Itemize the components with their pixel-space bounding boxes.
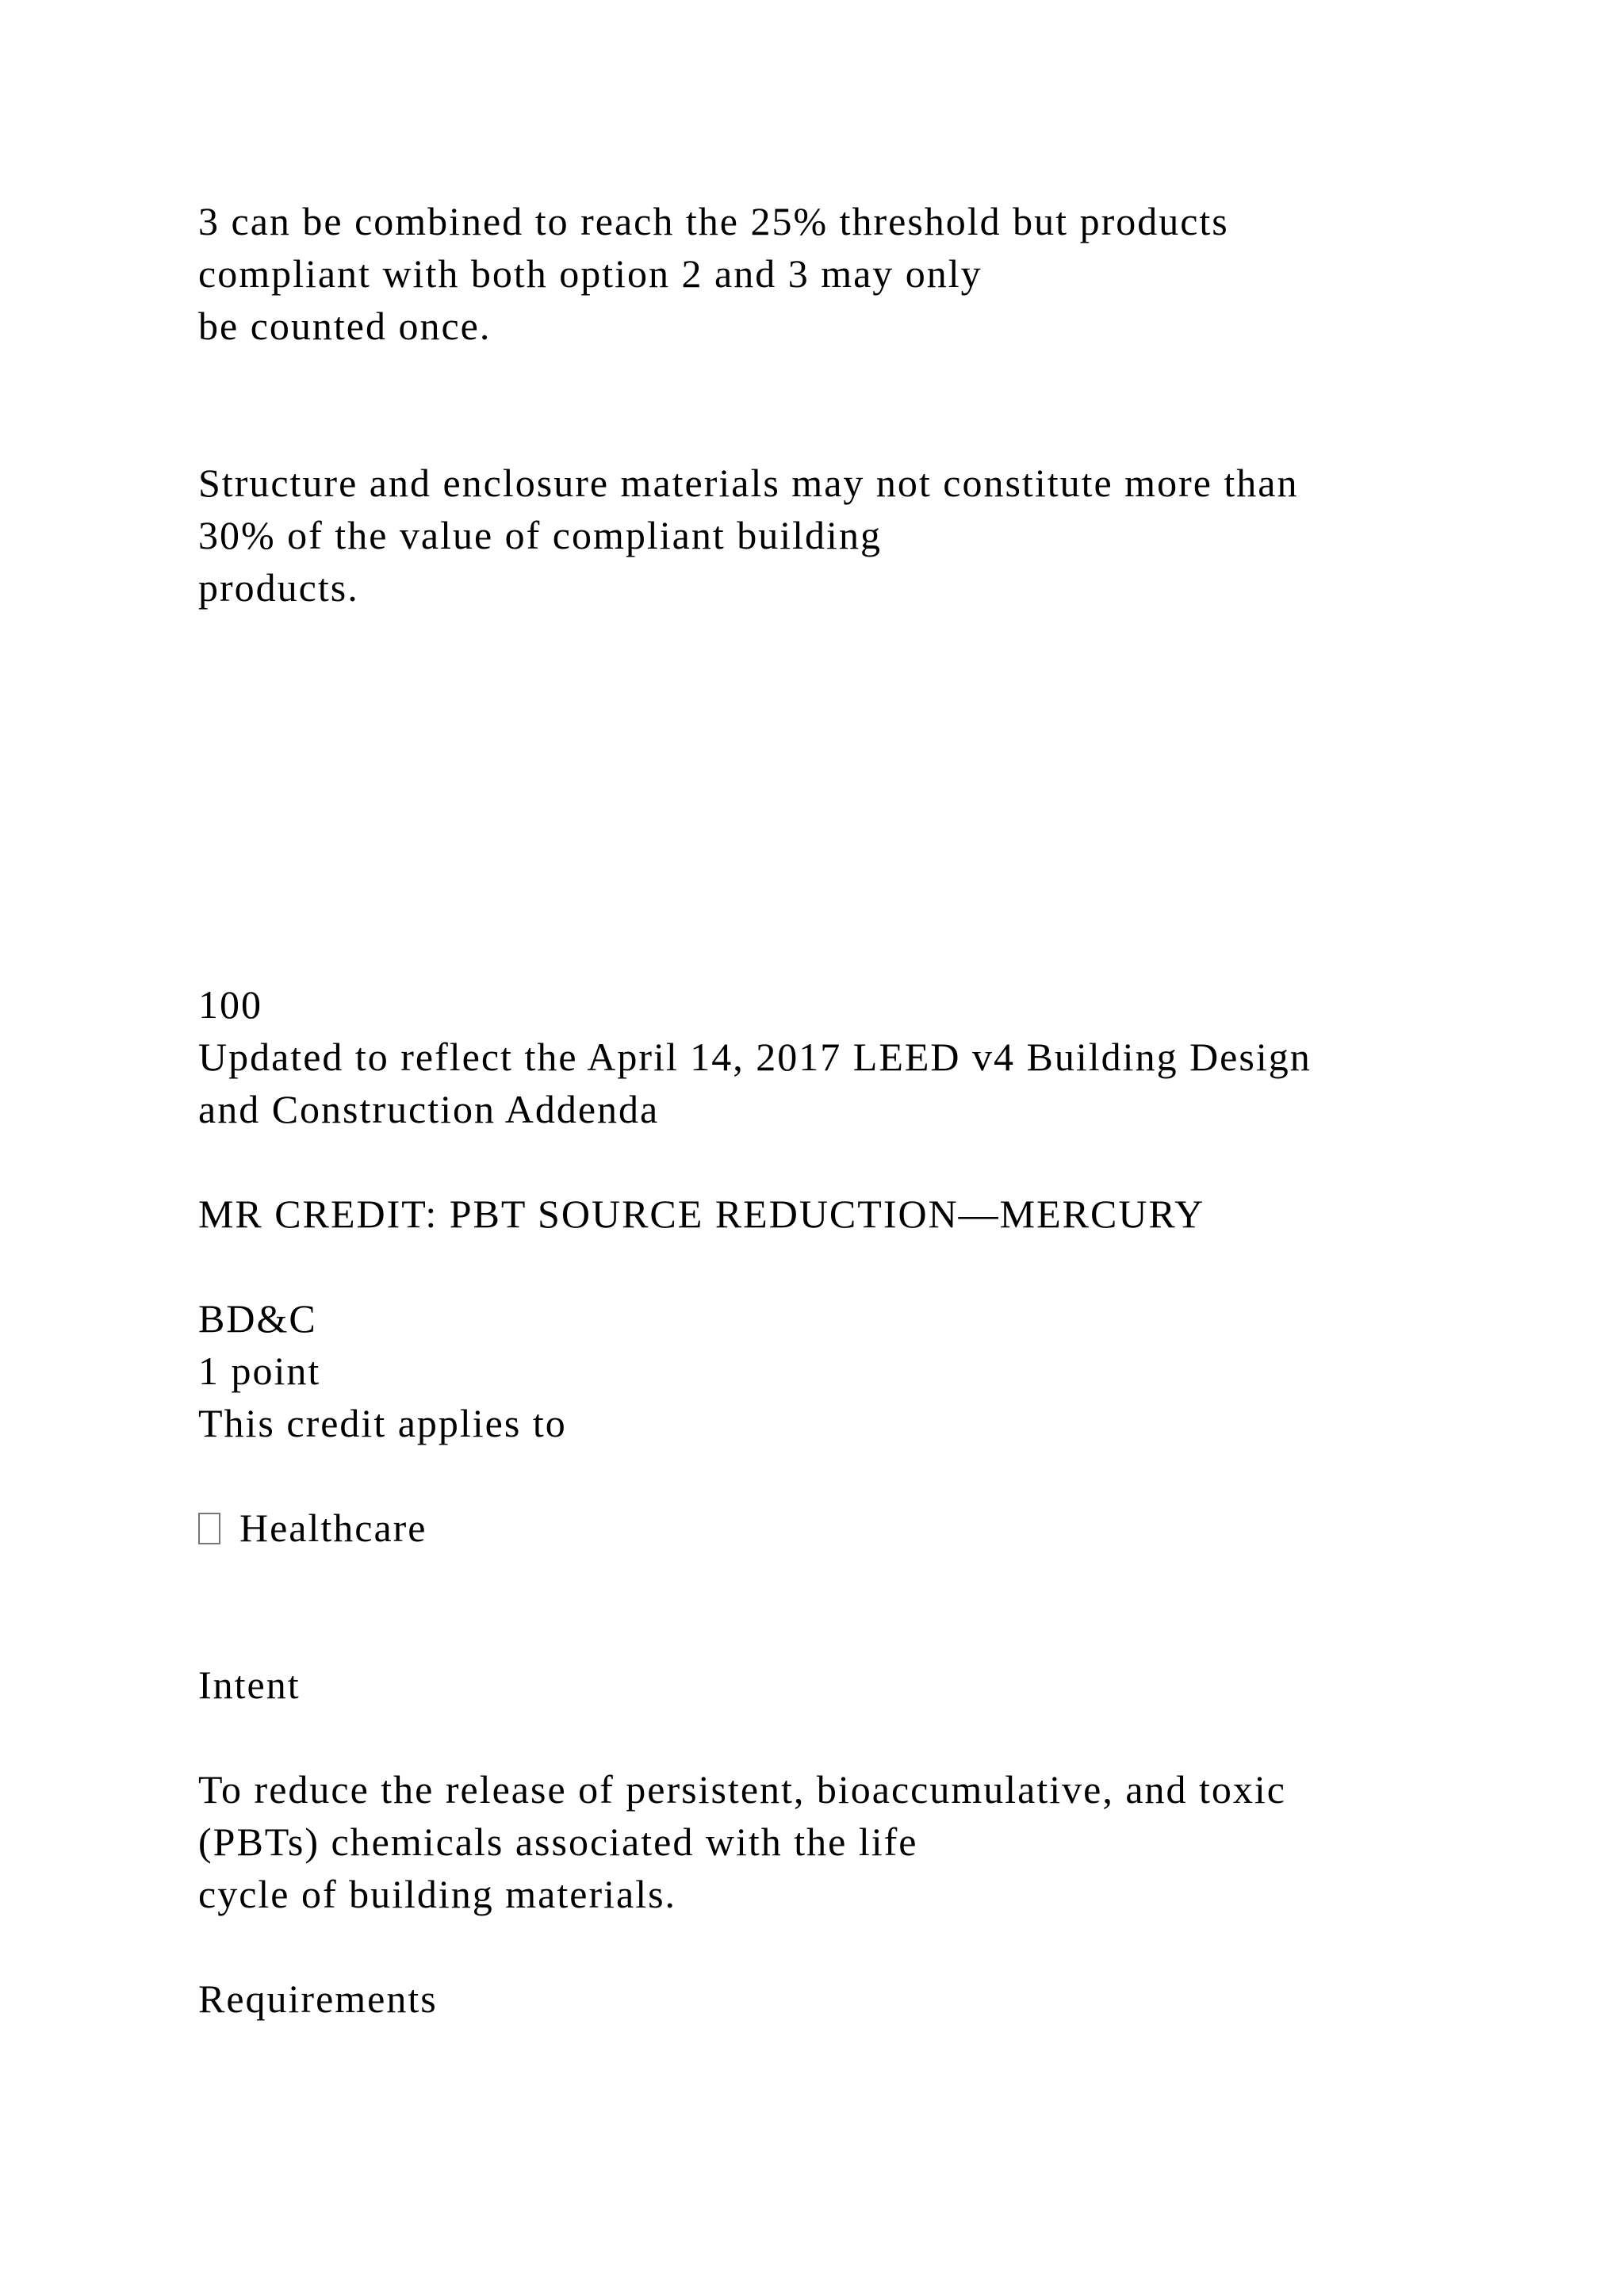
update-note-line-1: Updated to reflect the April 14, 2017 LEED v4 Building Design	[198, 1035, 1312, 1079]
rating-system: BD&C	[198, 1296, 317, 1341]
paragraph-structure-line-3: products.	[198, 565, 359, 610]
checkbox-icon	[198, 1513, 220, 1544]
paragraph-combined-line-3: be counted once.	[198, 304, 492, 348]
applies-to-label: This credit applies to	[198, 1401, 567, 1445]
credit-title: MR CREDIT: PBT SOURCE REDUCTION—MERCURY	[198, 1192, 1205, 1236]
paragraph-combined-line-1: 3 can be combined to reach the 25% threshold but products	[198, 199, 1229, 243]
paragraph-combined-line-2: compliant with both option 2 and 3 may only	[198, 251, 982, 296]
update-note-line-2: and Construction Addenda	[198, 1087, 660, 1131]
paragraph-structure-line-1: Structure and enclosure materials may not constitute more than	[198, 461, 1299, 505]
intent-heading: Intent	[198, 1663, 301, 1707]
applies-to-item	[198, 1502, 427, 1554]
applies-to-item-label: Healthcare	[239, 1506, 427, 1550]
intent-text-line-1: To reduce the release of persistent, bioaccumulative, and toxic	[198, 1767, 1286, 1812]
paragraph-structure-line-2: 30% of the value of compliant building	[198, 513, 882, 557]
intent-text-line-2: (PBTs) chemicals associated with the life	[198, 1820, 918, 1864]
page-number: 100	[198, 982, 262, 1027]
points: 1 point	[198, 1349, 321, 1393]
requirements-heading: Requirements	[198, 1976, 438, 2021]
intent-text-line-3: cycle of building materials.	[198, 1872, 677, 1916]
